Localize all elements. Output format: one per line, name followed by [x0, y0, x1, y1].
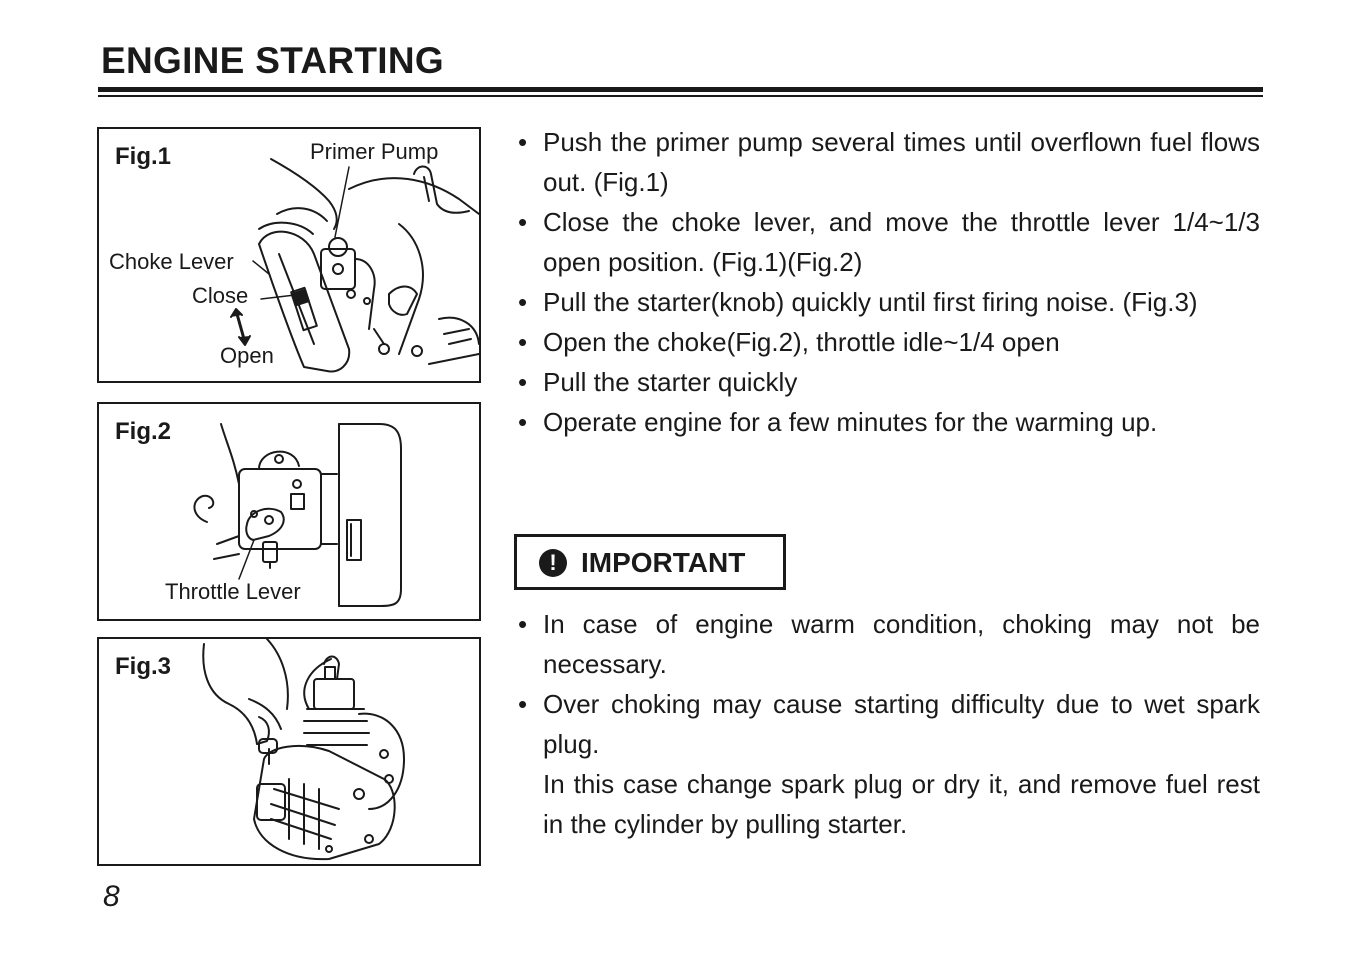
figure-2 — [97, 402, 481, 621]
title-rule-thin — [98, 95, 1263, 97]
important-notes-list — [516, 604, 1260, 844]
close-callout: Close — [192, 283, 249, 308]
list-item: • Open the choke(Fig.2), throttle idle~1/4 open — [516, 322, 1260, 362]
list-item: • Operate engine for a few minutes for the warming up. — [516, 402, 1260, 442]
fig2-label: Fig.2 — [115, 418, 172, 445]
important-box — [514, 534, 786, 590]
note-text: Over choking may cause starting difficulty due to wet spark plug. — [543, 689, 1260, 759]
page-title: ENGINE STARTING — [101, 40, 444, 81]
primer-pump-callout: Primer Pump — [310, 139, 439, 164]
note-extra-text: In this case change spark plug or dry it, and remove fuel rest in the cylinder by pulling starter. — [543, 769, 1260, 839]
list-item: • Push the primer pump several times until overflown fuel flows out. (Fig.1) — [516, 122, 1260, 202]
list-item — [516, 684, 1260, 844]
list-item: • Pull the starter quickly — [516, 362, 1260, 402]
list-item: • Close the choke lever, and move the throttle lever 1/4~1/3 open position. (Fig.1)(Fig.2) — [516, 202, 1260, 282]
list-item: • In case of engine warm condition, choking may not be necessary. — [516, 604, 1260, 684]
fig1-label: Fig.1 — [115, 143, 172, 170]
list-item: • Pull the starter(knob) quickly until first firing noise. (Fig.3) — [516, 282, 1260, 322]
fig3-label: Fig.3 — [115, 653, 172, 680]
title-rule-thick — [98, 87, 1263, 92]
important-label: IMPORTANT — [581, 547, 746, 578]
figure-3 — [97, 637, 481, 866]
starting-steps-list — [516, 122, 1260, 442]
throttle-lever-callout: Throttle Lever — [165, 579, 301, 604]
exclamation-icon: ! — [539, 549, 567, 577]
choke-lever-callout: Choke Lever — [109, 249, 234, 274]
page-number: 8 — [103, 880, 120, 913]
figure-1 — [97, 127, 481, 383]
open-callout: Open — [220, 343, 274, 368]
